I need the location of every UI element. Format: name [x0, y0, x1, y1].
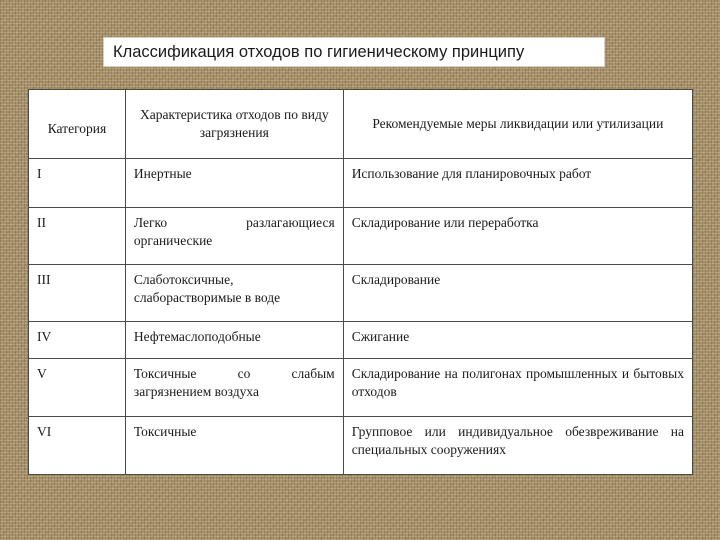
cell-category: VI — [29, 417, 126, 475]
table-row — [29, 322, 693, 359]
table-row — [29, 417, 693, 475]
table-header-row — [29, 90, 693, 159]
table-row — [29, 359, 693, 417]
table-row — [29, 159, 693, 208]
cell-characteristic: Токсичные со слабым загрязнением воздуха — [125, 359, 343, 417]
cell-category: III — [29, 265, 126, 322]
slide-title: Классификация отходов по гигиеническому принципу — [103, 37, 605, 67]
cell-category: V — [29, 359, 126, 417]
waste-classification-table — [28, 89, 693, 475]
cell-category: II — [29, 208, 126, 265]
cell-category: I — [29, 159, 126, 208]
cell-measures: Использование для планировочных работ — [343, 159, 692, 208]
cell-category: IV — [29, 322, 126, 359]
cell-characteristic: Токсичные — [125, 417, 343, 475]
header-category: Категория — [29, 90, 126, 159]
cell-characteristic: Легко разлагающиеся органические — [125, 208, 343, 265]
header-measures: Рекомендуемые меры ликвидации или утилизации — [343, 90, 692, 159]
cell-measures: Складирование или переработка — [343, 208, 692, 265]
header-characteristic: Характеристика отходов по виду загрязнения — [125, 90, 343, 159]
cell-measures: Групповое или индивидуальное обезвреживание на специальных сооружениях — [343, 417, 692, 475]
table-row — [29, 208, 693, 265]
cell-characteristic: Инертные — [125, 159, 343, 208]
cell-measures: Сжигание — [343, 322, 692, 359]
table-row — [29, 265, 693, 322]
cell-measures: Складирование — [343, 265, 692, 322]
cell-characteristic: Слаботоксичные, слаборастворимые в воде — [125, 265, 343, 322]
cell-measures: Складирование на полигонах промышленных и бытовых отходов — [343, 359, 692, 417]
cell-characteristic: Нефтемаслоподобные — [125, 322, 343, 359]
